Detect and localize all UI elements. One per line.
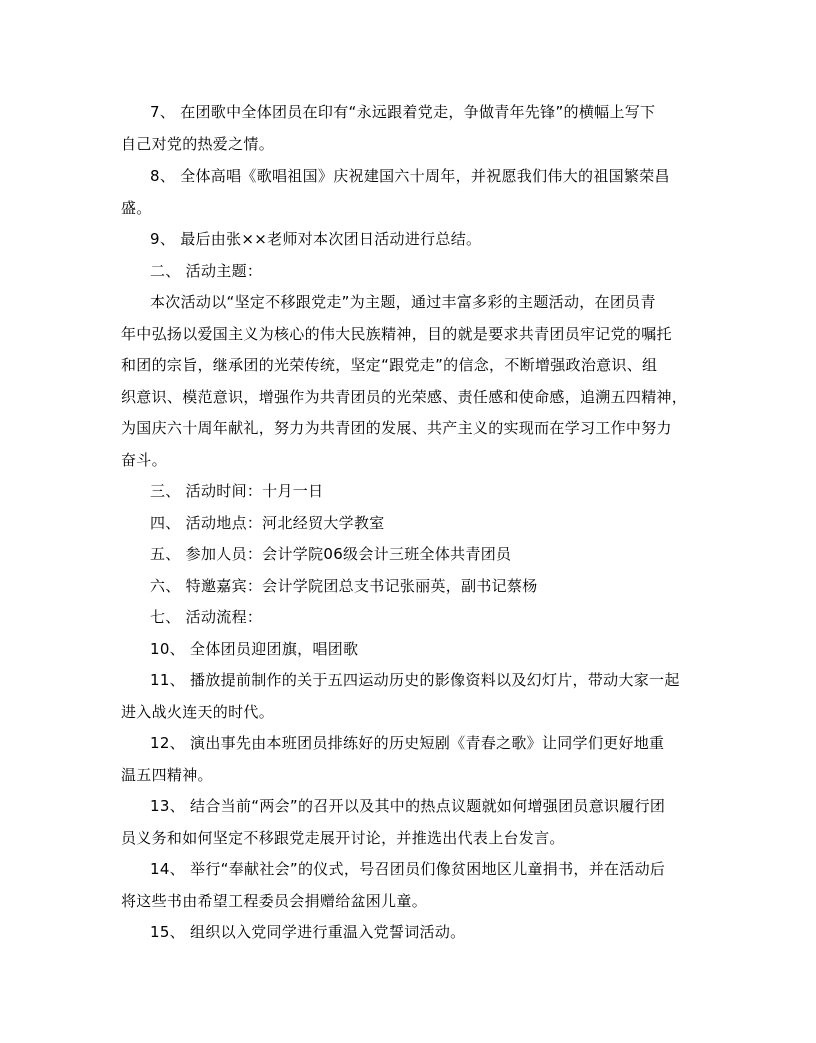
list-item-14-cont: 将这些书由希望工程委员会捐赠给盆困儿童。 (121, 892, 428, 910)
list-item-11: 11、 播放提前制作的关于五四运动历史的影像资料以及幻灯片，带动大家一起 (150, 671, 680, 689)
list-item-13-cont: 员义务和如何坚定不移跟党走展开讨论，并推选出代表上台发言。 (121, 829, 565, 847)
paragraph-line: 为国庆六十周年献礼，努力为共青团的发展、共产主义的实现而在学习工作中努力 (121, 419, 672, 437)
list-item-9: 9、 最后由张××老师对本次团日活动进行总结。 (150, 230, 482, 248)
list-item-8-cont: 盛。 (121, 199, 152, 217)
paragraph-line: 本次活动以“坚定不移跟党走”为主题，通过丰富多彩的主题活动，在团员青 (150, 293, 656, 311)
paragraph-line: 和团的宗旨，继承团的光荣传统，坚定“跟党走”的信念，不断增强政治意识、组 (121, 356, 658, 374)
section-heading-location: 四、 活动地点：河北经贸大学教室 (150, 514, 385, 532)
list-item-13: 13、 结合当前“两会”的召开以及其中的热点议题就如何增强团员意识履行团 (150, 797, 666, 815)
list-item-12: 12、 演出事先由本班团员排练好的历史短剧《青春之歌》让同学们更好地重 (150, 734, 665, 752)
paragraph-line: 织意识、模范意识，增强作为共青团员的光荣感、责任感和使命感，追溯五四精神， (121, 388, 688, 406)
section-heading-time: 三、 活动时间：十月一日 (150, 482, 324, 500)
list-item-7: 7、 在团歌中全体团员在印有“永远跟着党走，争做青年先锋”的横幅上写下 (150, 103, 656, 121)
list-item-12-cont: 温五四精神。 (121, 766, 213, 784)
paragraph-line: 奋斗。 (121, 451, 167, 469)
list-item-11-cont: 进入战火连天的时代。 (121, 703, 275, 721)
paragraph-line: 年中弘扬以爱国主义为核心的伟大民族精神，目的就是要求共青团员牢记党的嘱托 (121, 325, 672, 343)
list-item-7-cont: 自己对党的热爱之情。 (121, 135, 275, 153)
section-heading-process: 七、 活动流程： (150, 608, 263, 626)
list-item-15: 15、 组织以入党同学进行重温入党誓词活动。 (150, 923, 466, 941)
section-heading-theme: 二、 活动主题： (150, 262, 263, 280)
section-heading-participants: 五、 参加人员：会计学院06级会计三班全体共青团员 (150, 545, 512, 563)
list-item-8: 8、 全体高唱《歌唱祖国》庆祝建国六十周年，并祝愿我们伟大的祖国繁荣昌 (150, 167, 670, 185)
list-item-10: 10、 全体团员迎团旗，唱团歌 (150, 640, 359, 658)
section-heading-guests: 六、 特邀嘉宾：会计学院团总支书记张丽英，副书记蔡杨 (150, 577, 538, 595)
list-item-14: 14、 举行“奉献社会”的仪式，号召团员们像贫困地区儿童捐书，并在活动后 (150, 860, 666, 878)
